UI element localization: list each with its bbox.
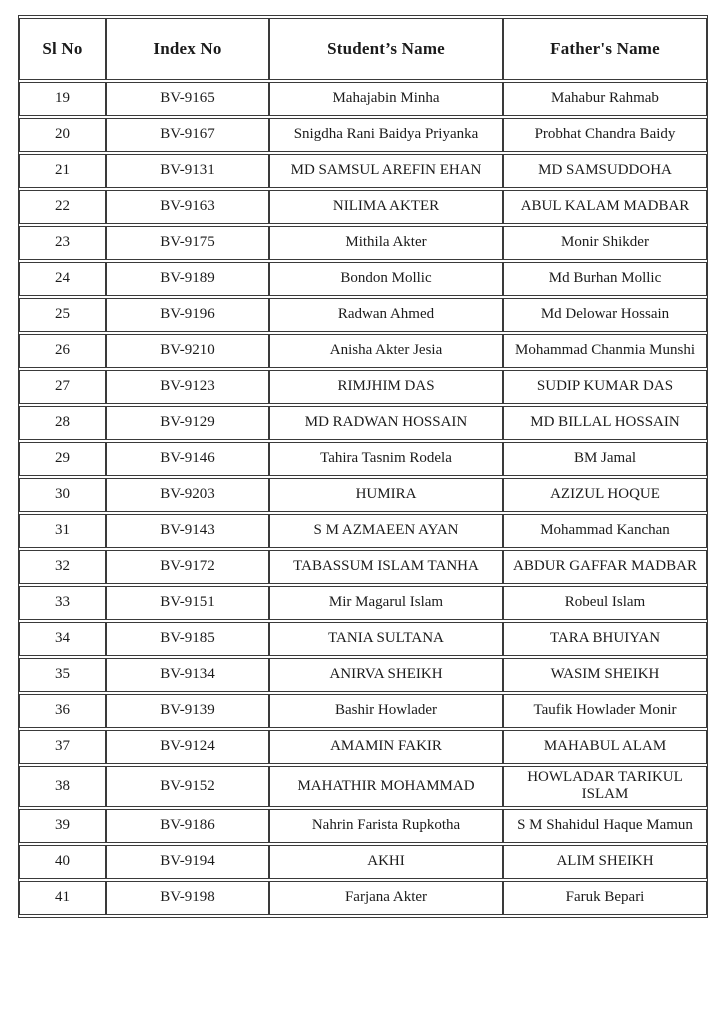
cell-student-name: NILIMA AKTER: [269, 190, 503, 224]
cell-sl-no: 31: [19, 514, 106, 548]
cell-student-name: Anisha Akter Jesia: [269, 334, 503, 368]
table-row: [19, 766, 707, 807]
table-row: [19, 406, 707, 440]
cell-index-no: BV-9198: [106, 881, 269, 915]
cell-sl-no: 27: [19, 370, 106, 404]
header-row: [19, 18, 707, 80]
cell-index-no: BV-9210: [106, 334, 269, 368]
cell-father-name: Mohammad Chanmia Munshi: [503, 334, 707, 368]
cell-father-name: BM Jamal: [503, 442, 707, 476]
cell-index-no: BV-9194: [106, 845, 269, 879]
cell-index-no: BV-9143: [106, 514, 269, 548]
table-row: [19, 845, 707, 879]
cell-index-no: BV-9146: [106, 442, 269, 476]
table-row: [19, 881, 707, 915]
table-row: [19, 82, 707, 116]
cell-index-no: BV-9203: [106, 478, 269, 512]
cell-student-name: Nahrin Farista Rupkotha: [269, 809, 503, 843]
cell-father-name: HOWLADAR TARIKUL ISLAM: [503, 766, 707, 807]
cell-student-name: S M AZMAEEN AYAN: [269, 514, 503, 548]
cell-student-name: Farjana Akter: [269, 881, 503, 915]
cell-father-name: ALIM SHEIKH: [503, 845, 707, 879]
table-row: [19, 514, 707, 548]
cell-father-name: Md Delowar Hossain: [503, 298, 707, 332]
header-student-name: Student’s Name: [269, 18, 503, 80]
table-row: [19, 586, 707, 620]
cell-index-no: BV-9167: [106, 118, 269, 152]
cell-sl-no: 40: [19, 845, 106, 879]
cell-student-name: MD RADWAN HOSSAIN: [269, 406, 503, 440]
header-father-name: Father's Name: [503, 18, 707, 80]
cell-sl-no: 39: [19, 809, 106, 843]
cell-index-no: BV-9165: [106, 82, 269, 116]
cell-index-no: BV-9175: [106, 226, 269, 260]
cell-father-name: Monir Shikder: [503, 226, 707, 260]
cell-student-name: Mahajabin Minha: [269, 82, 503, 116]
table-row: [19, 622, 707, 656]
cell-sl-no: 23: [19, 226, 106, 260]
cell-student-name: Bondon Mollic: [269, 262, 503, 296]
cell-sl-no: 28: [19, 406, 106, 440]
cell-index-no: BV-9172: [106, 550, 269, 584]
table-row: [19, 694, 707, 728]
cell-father-name: MD SAMSUDDOHA: [503, 154, 707, 188]
cell-sl-no: 36: [19, 694, 106, 728]
table-row: [19, 262, 707, 296]
cell-index-no: BV-9189: [106, 262, 269, 296]
cell-sl-no: 26: [19, 334, 106, 368]
cell-student-name: AMAMIN FAKIR: [269, 730, 503, 764]
cell-index-no: BV-9129: [106, 406, 269, 440]
cell-father-name: SUDIP KUMAR DAS: [503, 370, 707, 404]
table-row: [19, 809, 707, 843]
table-row: [19, 550, 707, 584]
cell-student-name: ANIRVA SHEIKH: [269, 658, 503, 692]
table-row: [19, 478, 707, 512]
cell-student-name: Mir Magarul Islam: [269, 586, 503, 620]
cell-sl-no: 32: [19, 550, 106, 584]
cell-sl-no: 30: [19, 478, 106, 512]
cell-index-no: BV-9131: [106, 154, 269, 188]
cell-index-no: BV-9139: [106, 694, 269, 728]
cell-father-name: ABDUR GAFFAR MADBAR: [503, 550, 707, 584]
cell-father-name: Probhat Chandra Baidy: [503, 118, 707, 152]
table-row: [19, 118, 707, 152]
cell-father-name: S M Shahidul Haque Mamun: [503, 809, 707, 843]
header-index-no: Index No: [106, 18, 269, 80]
cell-father-name: MD BILLAL HOSSAIN: [503, 406, 707, 440]
cell-index-no: BV-9134: [106, 658, 269, 692]
cell-sl-no: 41: [19, 881, 106, 915]
table-row: [19, 442, 707, 476]
cell-student-name: TANIA SULTANA: [269, 622, 503, 656]
table-row: [19, 298, 707, 332]
cell-sl-no: 35: [19, 658, 106, 692]
cell-sl-no: 38: [19, 766, 106, 807]
table-body: [19, 82, 707, 915]
cell-index-no: BV-9151: [106, 586, 269, 620]
table-row: [19, 154, 707, 188]
cell-sl-no: 29: [19, 442, 106, 476]
cell-father-name: WASIM SHEIKH: [503, 658, 707, 692]
table-row: [19, 226, 707, 260]
cell-sl-no: 25: [19, 298, 106, 332]
cell-student-name: Tahira Tasnim Rodela: [269, 442, 503, 476]
cell-student-name: Bashir Howlader: [269, 694, 503, 728]
cell-student-name: Snigdha Rani Baidya Priyanka: [269, 118, 503, 152]
cell-sl-no: 24: [19, 262, 106, 296]
cell-father-name: Md Burhan Mollic: [503, 262, 707, 296]
cell-student-name: HUMIRA: [269, 478, 503, 512]
cell-student-name: Mithila Akter: [269, 226, 503, 260]
cell-index-no: BV-9124: [106, 730, 269, 764]
cell-father-name: AZIZUL HOQUE: [503, 478, 707, 512]
cell-father-name: ABUL KALAM MADBAR: [503, 190, 707, 224]
cell-father-name: Taufik Howlader Monir: [503, 694, 707, 728]
cell-student-name: Radwan Ahmed: [269, 298, 503, 332]
table-row: [19, 658, 707, 692]
cell-student-name: MD SAMSUL AREFIN EHAN: [269, 154, 503, 188]
cell-father-name: Mahabur Rahmab: [503, 82, 707, 116]
table-row: [19, 730, 707, 764]
cell-student-name: MAHATHIR MOHAMMAD: [269, 766, 503, 807]
cell-father-name: TARA BHUIYAN: [503, 622, 707, 656]
cell-index-no: BV-9186: [106, 809, 269, 843]
cell-sl-no: 37: [19, 730, 106, 764]
cell-father-name: Robeul Islam: [503, 586, 707, 620]
cell-student-name: AKHI: [269, 845, 503, 879]
table-row: [19, 334, 707, 368]
header-sl-no: Sl No: [19, 18, 106, 80]
student-roster-table: [18, 15, 708, 918]
cell-father-name: Mohammad Kanchan: [503, 514, 707, 548]
table-row: [19, 370, 707, 404]
cell-father-name: Faruk Bepari: [503, 881, 707, 915]
cell-sl-no: 20: [19, 118, 106, 152]
cell-sl-no: 22: [19, 190, 106, 224]
cell-index-no: BV-9123: [106, 370, 269, 404]
cell-sl-no: 34: [19, 622, 106, 656]
table-row: [19, 190, 707, 224]
cell-index-no: BV-9152: [106, 766, 269, 807]
cell-sl-no: 33: [19, 586, 106, 620]
cell-index-no: BV-9185: [106, 622, 269, 656]
cell-sl-no: 19: [19, 82, 106, 116]
cell-index-no: BV-9163: [106, 190, 269, 224]
cell-student-name: RIMJHIM DAS: [269, 370, 503, 404]
cell-index-no: BV-9196: [106, 298, 269, 332]
cell-sl-no: 21: [19, 154, 106, 188]
cell-student-name: TABASSUM ISLAM TANHA: [269, 550, 503, 584]
cell-father-name: MAHABUL ALAM: [503, 730, 707, 764]
